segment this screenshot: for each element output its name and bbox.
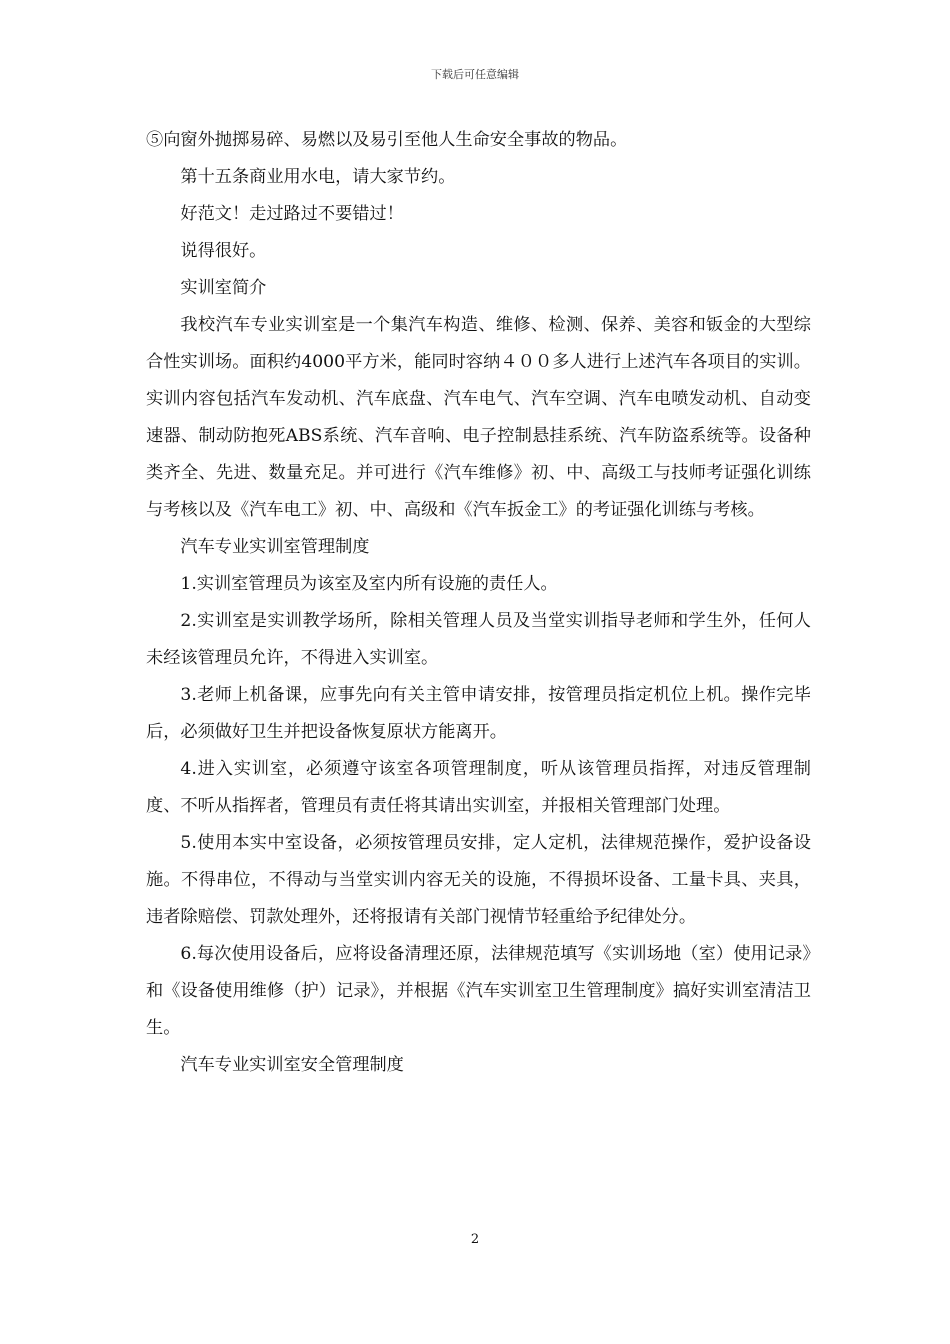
page-header: 下载后可任意编辑	[431, 68, 519, 81]
rule-item: 2.实训室是实训教学场所，除相关管理人员及当堂实训指导老师和学生外，任何人未经该管理员允许，不得进入实训室。	[146, 611, 811, 668]
document-body	[146, 122, 811, 1084]
section-heading: 汽车专业实训室管理制度	[180, 537, 370, 557]
paragraph: 第十五条商业用水电，请大家节约。	[180, 167, 456, 187]
paragraph: 说得很好。	[180, 241, 267, 261]
rule-item: 1.实训室管理员为该室及室内所有设施的责任人。	[180, 574, 558, 594]
rule-item: 4.进入实训室，必须遵守该室各项管理制度，听从该管理员指挥，对违反管理制度、不听从指挥者，管理员有责任将其请出实训室，并报相关管理部门处理。	[146, 759, 811, 816]
rule-item: 5.使用本实中室设备，必须按管理员安排，定人定机，法律规范操作，爱护设备设施。不得串位，不得动与当堂实训内容无关的设施，不得损坏设备、工量卡具、夹具，违者除赔偿、罚款处理外，还将报请有关部门视情节轻重给予纪律处分。	[146, 833, 811, 927]
section-heading: 实训室简介	[180, 278, 267, 298]
rule-item: 3.老师上机备课，应事先向有关主管申请安排，按管理员指定机位上机。操作完毕后，必须做好卫生并把设备恢复原状方能离开。	[146, 685, 811, 742]
rule-item: 6.每次使用设备后，应将设备清理还原，法律规范填写《实训场地（室）使用记录》和《设备使用维修（护）记录》，并根据《汽车实训室卫生管理制度》搞好实训室清洁卫生。	[146, 944, 811, 1038]
paragraph: 我校汽车专业实训室是一个集汽车构造、维修、检测、保养、美容和钣金的大型综合性实训场。面积约4000平方米，能同时容纳４００多人进行上述汽车各项目的实训。实训内容包括汽车发动机、汽车底盘、汽车电气、汽车空调、汽车电喷发动机、自动变速器、制动防抱死ABS系统、汽车音响、电子控制悬挂系统、汽车防盗系统等。设备种类齐全、先进、数量充足。并可进行《汽车维修》初、中、高级工与技师考证强化训练与考核以及《汽车电工》初、中、高级和《汽车扳金工》的考证强化训练与考核。	[146, 315, 811, 520]
page-number: 2	[470, 1232, 480, 1247]
section-heading: 汽车专业实训室安全管理制度	[180, 1055, 404, 1075]
paragraph: 好范文！走过路过不要错过！	[180, 204, 404, 224]
paragraph: ⑤向窗外抛掷易碎、易燃以及易引至他人生命安全事故的物品。	[146, 130, 628, 150]
